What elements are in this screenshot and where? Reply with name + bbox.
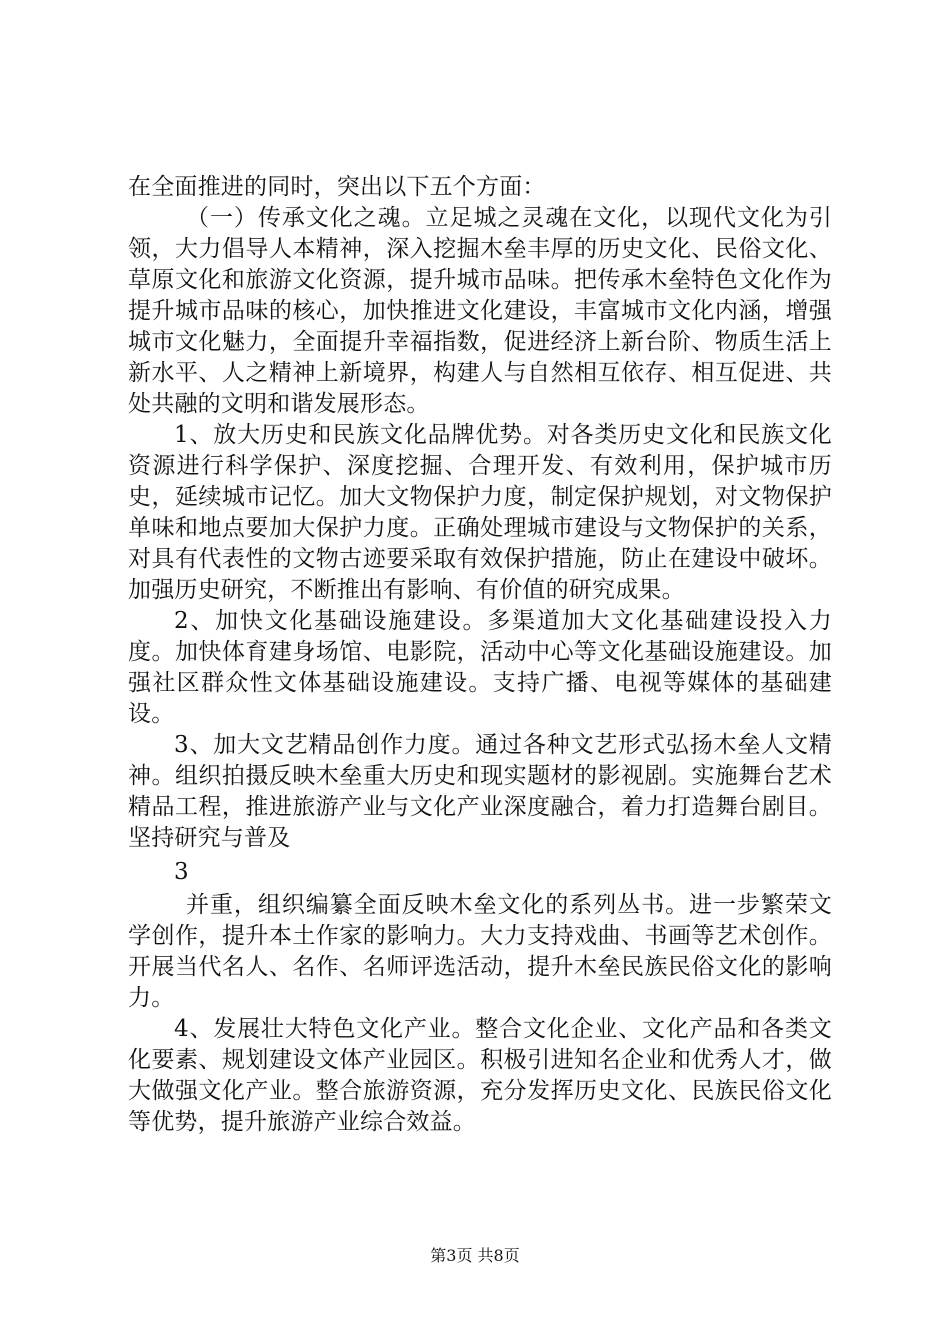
paragraph-item-3-continued: 并重，组织编纂全面反映木垒文化的系列丛书。进一步繁荣文学创作，提升本土作家的影响力。大力支持戏曲、书画等艺术创作。开展当代名人、名作、名师评选活动，提升木垒民族民俗文化的影响力。 bbox=[128, 892, 832, 1011]
paragraph-item-2: 2、加快文化基础设施建设。多渠道加大文化基础建设投入力度。加快体育建身场馆、电影院，活动中心等文化基础设施建设。加强社区群众性文体基础设施建设。支持广播、电视等媒体的基础建设。 bbox=[128, 608, 832, 727]
paragraph-item-3: 3、加大文艺精品创作力度。通过各种文艺形式弘扬木垒人文精神。组织拍摄反映木垒重大历史和现实题材的影视剧。实施舞台艺术精品工程，推进旅游产业与文化产业深度融合，着力打造舞台剧目。坚持研究与普及 bbox=[128, 732, 832, 851]
paragraph-item-4: 4、发展壮大特色文化产业。整合文化企业、文化产品和各类文化要素、规划建设文体产业园区。积极引进知名企业和优秀人才，做大做强文化产业。整合旅游资源，充分发挥历史文化、民族民俗文化等优势，提升旅游产业综合效益。 bbox=[128, 1016, 832, 1135]
document-body bbox=[128, 172, 832, 1138]
paragraph-section-one: （一）传承文化之魂。立足城之灵魂在文化，以现代文化为引领，大力倡导人本精神，深入挖掘木垒丰厚的历史文化、民俗文化、草原文化和旅游文化资源，提升城市品味。把传承木垒特色文化作为提升城市品味的核心，加快推进文化建设，丰富城市文化内涵，增强城市文化魅力，全面提升幸福指数，促进经济上新台阶、物质生活上新水平、人之精神上新境界，构建人与自然相互依存、相互促进、共处共融的文明和谐发展形态。 bbox=[128, 205, 832, 417]
paragraph-item-1: 1、放大历史和民族文化品牌优势。对各类历史文化和民族文化资源进行科学保护、深度挖掘、合理开发、有效利用，保护城市历史，延续城市记忆。加大文物保护力度，制定保护规划，对文物保护单味和地点要加大保护力度。正确处理城市建设与文物保护的关系，对具有代表性的文物古迹要采取有效保护措施，防止在建设中破坏。加强历史研究，不断推出有影响、有价值的研究成果。 bbox=[128, 422, 832, 603]
page-break-number: 3 bbox=[174, 859, 189, 885]
page-footer: 第3页 共8页 bbox=[430, 1246, 520, 1265]
paragraph-intro: 在全面推进的同时，突出以下五个方面： bbox=[128, 174, 546, 200]
